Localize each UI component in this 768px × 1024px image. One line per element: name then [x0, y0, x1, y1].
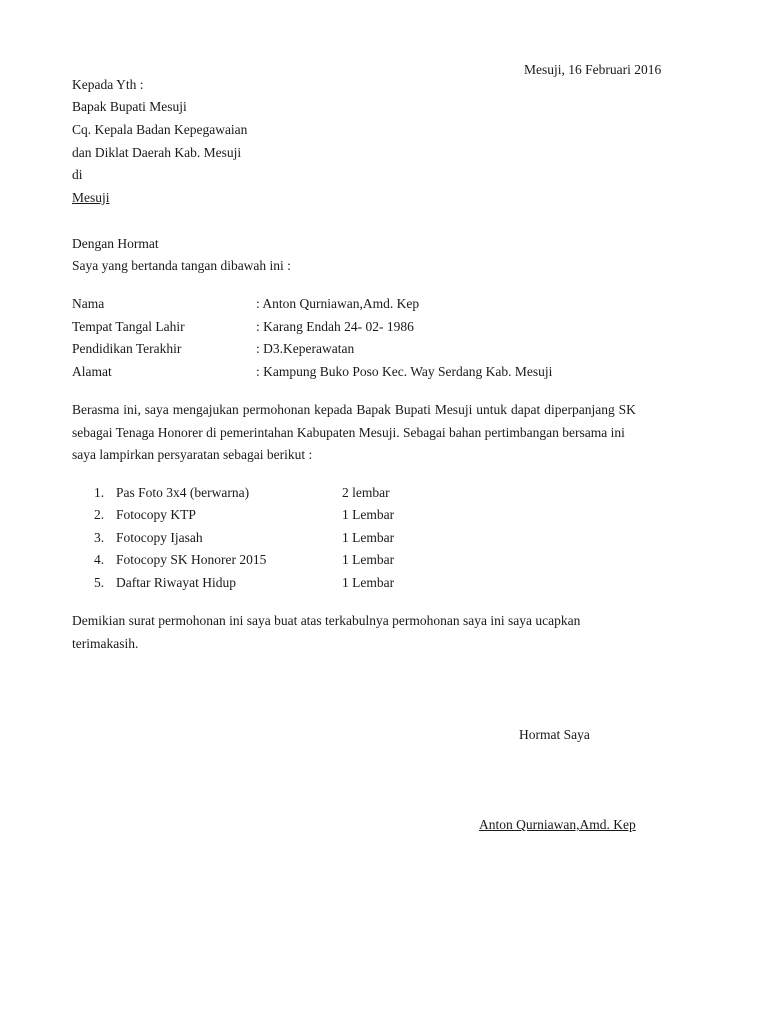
recipient-line: di — [72, 167, 83, 182]
list-item: Fotocopy KTP — [116, 507, 196, 522]
list-item: Pas Foto 3x4 (berwarna) — [116, 485, 250, 500]
list-quantity: 1 Lembar — [342, 530, 395, 545]
list-item: Fotocopy Ijasah — [116, 530, 203, 545]
identity-value: : D3.Keperawatan — [256, 341, 355, 356]
list-quantity: 2 lembar — [342, 485, 390, 500]
identity-value: : Karang Endah 24- 02- 1986 — [256, 319, 414, 334]
recipient-line: Bapak Bupati Mesuji — [72, 99, 187, 114]
recipient-line: Kepada Yth : — [72, 77, 144, 92]
list-item: Daftar Riwayat Hidup — [116, 575, 236, 590]
list-number: 2. — [94, 507, 105, 522]
recipient-line: Cq. Kepala Badan Kepegawaian — [72, 122, 248, 137]
identity-value: : Anton Qurniawan,Amd. Kep — [256, 296, 420, 311]
list-number: 5. — [94, 575, 105, 590]
list-quantity: 1 Lembar — [342, 552, 395, 567]
sign-off: Hormat Saya — [519, 727, 590, 742]
recipient-line: dan Diklat Daerah Kab. Mesuji — [72, 145, 242, 160]
list-number: 3. — [94, 530, 105, 545]
signatory-name: Anton Qurniawan,Amd. Kep — [479, 817, 636, 832]
closing-line: terimakasih. — [72, 636, 139, 651]
identity-value: : Kampung Buko Poso Kec. Way Serdang Kab. Mesuji — [256, 364, 553, 379]
recipient-city: Mesuji — [72, 190, 110, 205]
body-line: sebagai Tenaga Honorer di pemerintahan Kabupaten Mesuji. Sebagai bahan pertimbangan bersama ini — [72, 425, 625, 440]
body-line: saya lampirkan persyaratan sebagai berikut : — [72, 447, 313, 462]
identity-label: Tempat Tangal Lahir — [72, 319, 185, 334]
list-quantity: 1 Lembar — [342, 575, 395, 590]
list-number: 4. — [94, 552, 105, 567]
identity-label: Pendidikan Terakhir — [72, 341, 182, 356]
identity-label: Alamat — [72, 364, 112, 379]
intro: Saya yang bertanda tangan dibawah ini : — [72, 258, 291, 273]
list-item: Fotocopy SK Honorer 2015 — [116, 552, 267, 567]
identity-label: Nama — [72, 296, 105, 311]
list-number: 1. — [94, 485, 105, 500]
body-line: Berasma ini, saya mengajukan permohonan kepada Bapak Bupati Mesuji untuk dapat diperpanjang SK — [72, 402, 636, 417]
list-quantity: 1 Lembar — [342, 507, 395, 522]
greeting: Dengan Hormat — [72, 236, 159, 251]
closing-line: Demikian surat permohonan ini saya buat atas terkabulnya permohonan saya ini saya ucapkan — [72, 613, 581, 628]
letter-date: Mesuji, 16 Februari 2016 — [524, 62, 662, 77]
